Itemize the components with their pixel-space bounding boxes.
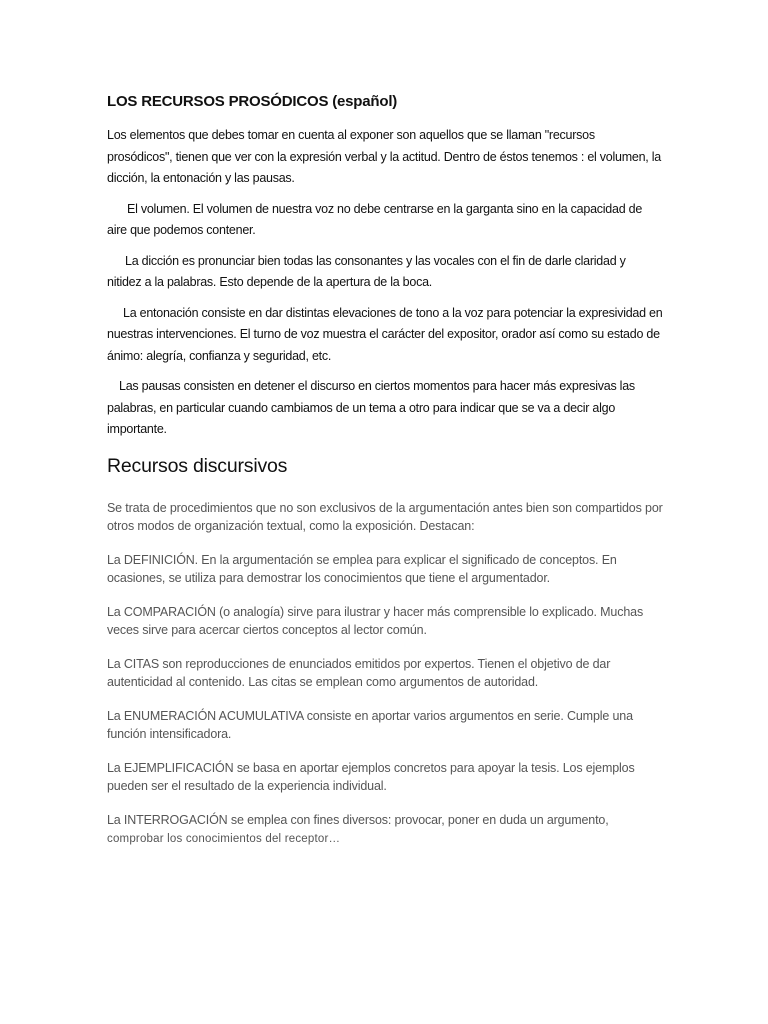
interrogacion-paragraph bbox=[107, 812, 667, 848]
interrogacion-line-1: La INTERROGACIÓN se emplea con fines diversos: provocar, poner en duda un argumento, bbox=[107, 813, 609, 827]
prosodic-title: LOS RECURSOS PROSÓDICOS (español) bbox=[107, 93, 398, 110]
interrogacion-line-2: comprobar los conocimientos del receptor… bbox=[107, 832, 341, 845]
diccion-paragraph: La dicción es pronunciar bien todas las consonantes y las vocales con el fin de darle claridad y nitidez a la palabras. Esto depende de la apertura de la boca. bbox=[107, 253, 626, 289]
definicion-paragraph: La DEFINICIÓN. En la argumentación se emplea para explicar el significado de conceptos. En ocasiones, se utiliza para demostrar los conocimientos que tiene el argumentador. bbox=[107, 553, 617, 585]
entonacion-paragraph: La entonación consiste en dar distintas elevaciones de tono a la voz para potenciar la expresividad en nuestras intervenciones. El turno de voz muestra el carácter del expositor, orador así como su estado de ánimo: alegría, confianza y seguridad, etc. bbox=[107, 305, 663, 363]
comparacion-paragraph: La COMPARACIÓN (o analogía) sirve para ilustrar y hacer más comprensible lo explicado. Muchas veces sirve para acercar ciertos conceptos al lector común. bbox=[107, 605, 644, 637]
enumeracion-paragraph: La ENUMERACIÓN ACUMULATIVA consiste en aportar varios argumentos en serie. Cumple una función intensificadora. bbox=[107, 709, 633, 741]
discursive-intro-paragraph: Se trata de procedimientos que no son exclusivos de la argumentación antes bien son compartidos por otros modos de organización textual, como la exposición. Destacan: bbox=[107, 501, 663, 533]
pausas-paragraph: Las pausas consisten en detener el discurso en ciertos momentos para hacer más expresivas las palabras, en particular cuando cambiamos de un tema a otro para indicar que se va a decir algo importante. bbox=[107, 379, 635, 436]
discursive-title: Recursos discursivos bbox=[107, 455, 288, 477]
citas-paragraph: La CITAS son reproducciones de enunciados emitidos por expertos. Tienen el objetivo de dar autenticidad al contenido. Las citas se emplean como argumentos de autoridad. bbox=[107, 657, 611, 689]
prosodic-intro-paragraph: Los elementos que debes tomar en cuenta al exponer son aquellos que se llaman "recursos prosódicos", tienen que ver con la expresión verbal y la actitud. Dentro de éstos tenemos : el volumen, la dicción, la entonación y las pausas. bbox=[107, 128, 661, 185]
ejemplificacion-paragraph: La EJEMPLIFICACIÓN se basa en aportar ejemplos concretos para apoyar la tesis. Los ejemplos pueden ser el resultado de la experiencia individual. bbox=[107, 761, 635, 793]
discursive-resources-section bbox=[107, 452, 667, 865]
prosodic-resources-section bbox=[107, 91, 663, 450]
volumen-paragraph: El volumen. El volumen de nuestra voz no debe centrarse en la garganta sino en la capacidad de aire que podemos contener. bbox=[107, 201, 643, 237]
